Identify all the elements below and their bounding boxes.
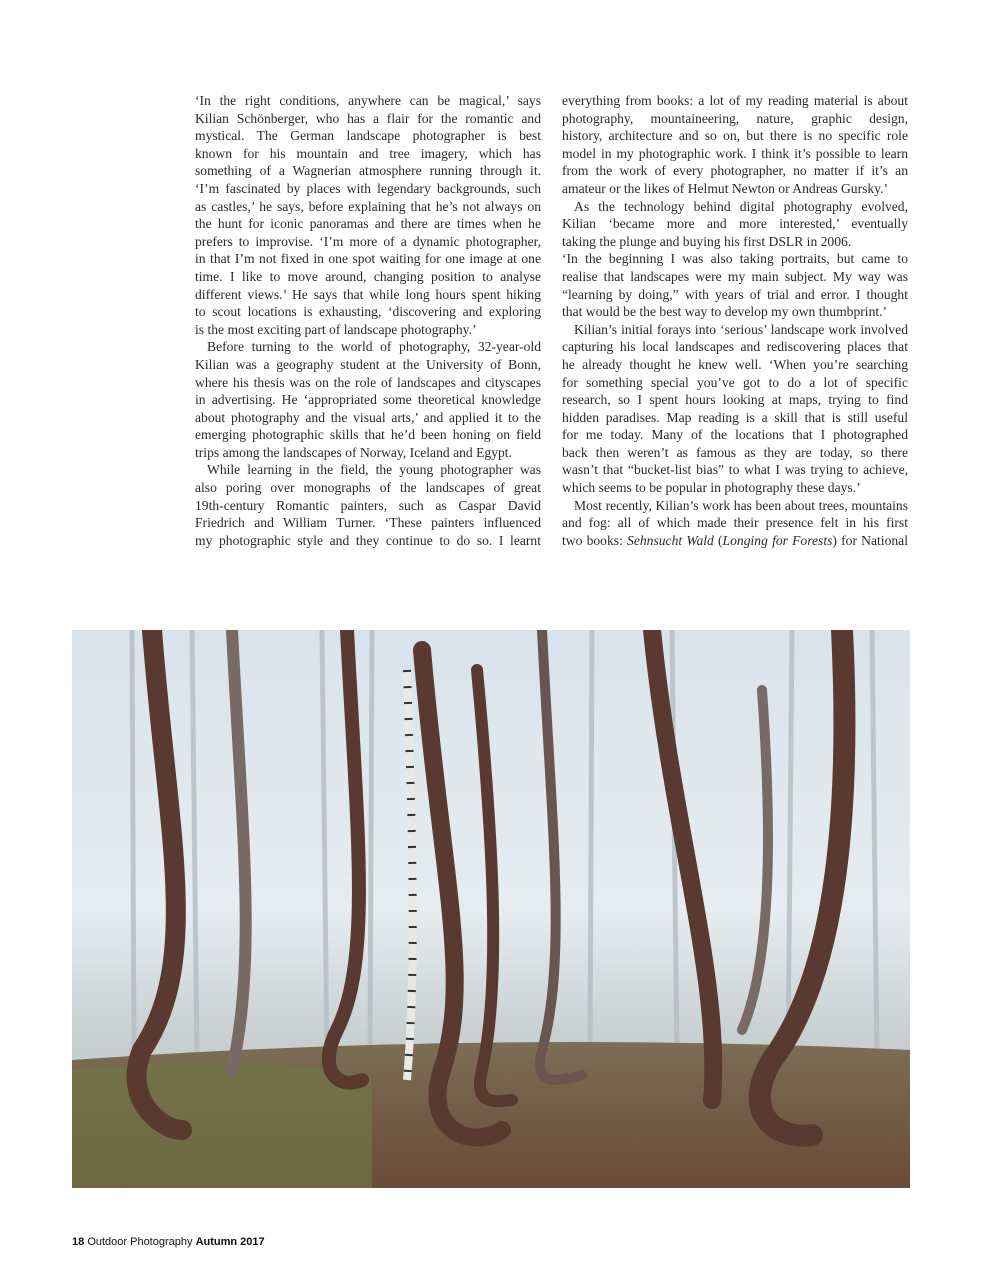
book-title: Sehnsucht Wald: [627, 532, 714, 548]
text-line: Kilian’s initial forays into ‘serious’ landscape work involved: [574, 321, 908, 337]
text-line: As the technology behind digital photography evolved,: [574, 198, 908, 214]
text-line: which seems to be popular in photography these days.’: [562, 480, 861, 496]
text-line: in that I’m not fixed in one spot waiting for one image at one: [195, 251, 541, 267]
text-line: that would be the best way to develop my own thumbprint.’: [562, 304, 888, 320]
text-line: mystical. The German landscape photographer is best: [195, 128, 541, 144]
text-line: trips among the landscapes of Norway, Iceland and Egypt.: [195, 444, 512, 460]
text-line: [562, 532, 908, 550]
text-line: While learning in the field, the young photographer was: [207, 462, 541, 478]
text-line: my photographic style and they continue to do so. I learnt: [195, 532, 541, 548]
text-line: ‘In the right conditions, anywhere can be magical,’ says: [195, 93, 541, 108]
text-line: from the work of every photographer, no matter if it’s an: [562, 163, 908, 179]
text-line: Friedrich and William Turner. ‘These painters influenced: [195, 515, 541, 531]
text-line: 19th-century Romantic painters, such as Caspar David: [195, 497, 541, 513]
text-line: capturing his local landscapes and rediscovering places that: [562, 339, 908, 355]
text-line: wasn’t that “bucket-list bias” to what I was trying to achieve,: [562, 462, 908, 478]
text-line: time. I like to move around, changing position to analyse: [195, 268, 541, 284]
text-line: back then weren’t as famous as they are today, so there: [562, 444, 908, 460]
text-line: ‘I’m fascinated by places with legendary backgrounds, such: [195, 180, 541, 196]
text-line: something of a Wagnerian atmosphere running through it.: [195, 163, 541, 179]
text-line: photography, mountaineering, nature, graphic design,: [562, 110, 908, 126]
text-line: also poring over monographs of the landscapes of great: [195, 480, 541, 496]
text-line: taking the plunge and buying his first DSLR in 2006.: [562, 233, 852, 249]
text-line: Kilian ‘became more and more interested,’ eventually: [562, 216, 908, 232]
text-line: known for his mountain and tree imagery, which has: [195, 145, 541, 161]
page-footer: [72, 1236, 265, 1248]
text-line: realise that landscapes were my main subject. My way was: [562, 268, 908, 284]
text-line: Kilian was a geography student at the University of Bonn,: [195, 356, 541, 372]
forest-photo: [72, 630, 910, 1188]
text-line: everything from books: a lot of my reading material is about: [562, 93, 908, 108]
issue-label: Autumn 2017: [195, 1236, 265, 1248]
text-line: where his thesis was on the role of landscapes and cityscapes: [195, 374, 541, 390]
text-segment: ) for National: [832, 532, 908, 548]
text-line: about photography and the visual arts,’ and applied it to the: [195, 409, 541, 425]
text-line: for something special you’ve got to do a lot of specific: [562, 374, 908, 390]
magazine-name: Outdoor Photography: [87, 1236, 193, 1248]
text-line: “learning by doing,” with years of trial and error. I thought: [562, 286, 908, 302]
text-segment: two books:: [562, 532, 628, 548]
text-line: is the most exciting part of landscape photography.’: [195, 321, 477, 337]
article-column-2: [562, 92, 908, 549]
article-column-1: [195, 92, 541, 549]
text-line: he already thought he knew well. ‘When you’re searching: [562, 356, 908, 372]
text-segment: (: [713, 532, 723, 548]
text-line: and fog: all of which made their presence felt in his first: [562, 515, 908, 531]
text-line: as castles,’ he says, before explaining that he’s not always on: [195, 198, 541, 214]
text-line: amateur or the likes of Helmut Newton or Andreas Gursky.’: [562, 180, 889, 196]
book-title: Longing for Forests: [722, 532, 833, 548]
text-line: the hunt for iconic panoramas and there are times when he: [195, 216, 541, 232]
text-line: model in my photographic work. I think it’s possible to learn: [562, 145, 908, 161]
text-line: to scout locations is exhausting, ‘discovering and exploring: [195, 304, 541, 320]
text-line: Kilian Schönberger, who has a flair for the romantic and: [195, 110, 541, 126]
text-line: Before turning to the world of photography, 32-year-old: [207, 339, 541, 355]
text-line: research, so I spent hours looking at maps, trying to find: [562, 392, 908, 408]
text-line: hidden paradises. Map reading is a skill that is still useful: [562, 409, 908, 425]
page-number: 18: [72, 1236, 85, 1248]
text-line: for me today. Many of the locations that I photographed: [562, 427, 908, 443]
text-line: prefers to improvise. ‘I’m more of a dynamic photographer,: [195, 233, 541, 249]
text-line: different views.’ He says that while long hours spent hiking: [195, 286, 541, 302]
text-line: in advertising. He ‘appropriated some theoretical knowledge: [195, 392, 541, 408]
text-line: ‘In the beginning I was also taking portraits, but came to: [562, 251, 908, 267]
text-line: history, architecture and so on, but there is no specific role: [562, 128, 908, 144]
text-line: emerging photographic skills that he’d been honing on field: [195, 427, 541, 443]
text-line: Most recently, Kilian’s work has been about trees, mountains: [574, 497, 908, 513]
